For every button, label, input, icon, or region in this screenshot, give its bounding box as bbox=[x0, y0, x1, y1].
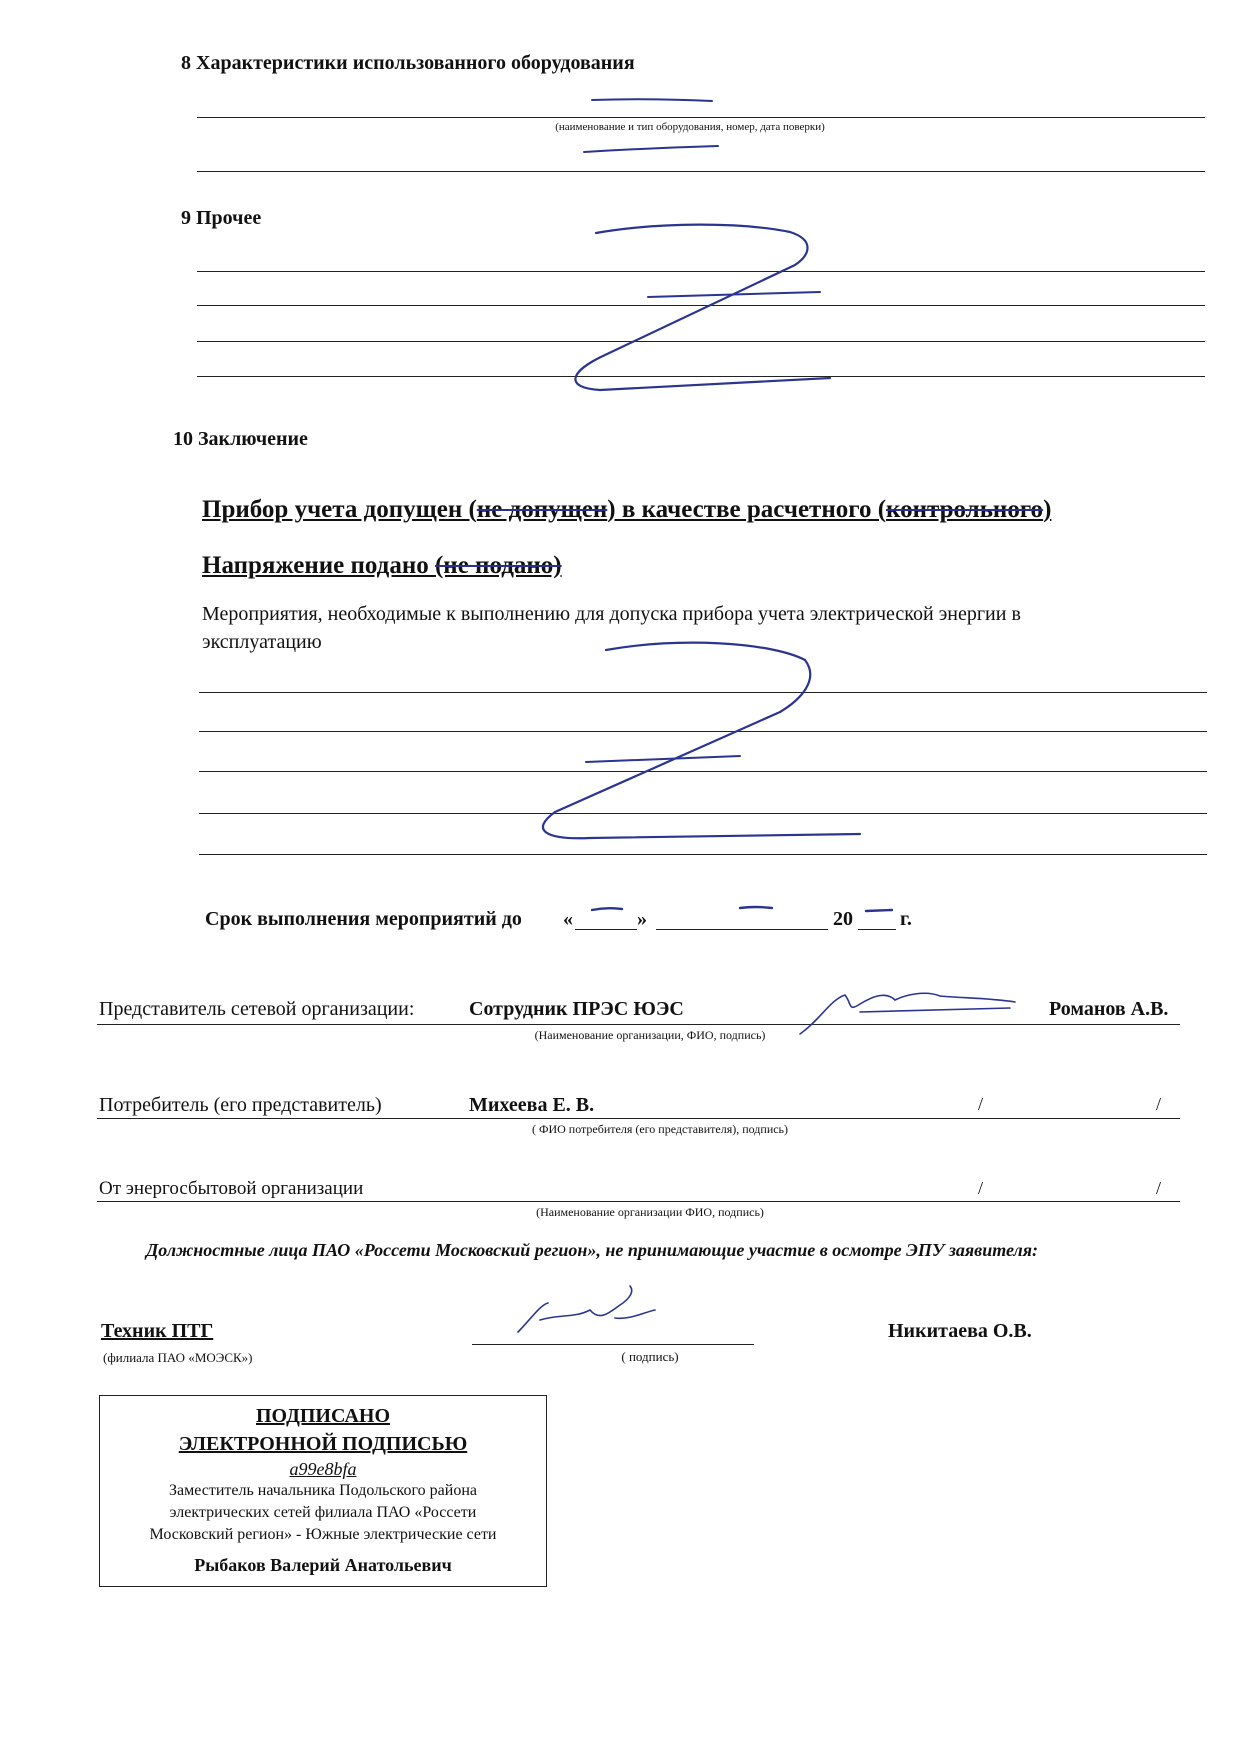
technician-sign-line bbox=[472, 1344, 754, 1345]
conclusion-voltage-line bbox=[202, 552, 562, 580]
supply-label: От энергосбытовой организации bbox=[99, 1178, 364, 1199]
supply-slash-2: / bbox=[1156, 1178, 1162, 1198]
measures-text-1: Мероприятия, необходимые к выполнению для допуска прибора учета электрической энергии в bbox=[202, 603, 1021, 625]
measures-z-bar bbox=[586, 756, 740, 762]
romanov-signature bbox=[800, 993, 1015, 1034]
officials-heading: Должностные лица ПАО «Россети Московский регион», не принимающие участие в осмотре ЭПУ заявителя: bbox=[146, 1240, 1039, 1260]
deadline-year-suffix: г. bbox=[900, 908, 912, 930]
deadline-year-dash bbox=[866, 910, 892, 911]
consumer-slash-2: / bbox=[1156, 1094, 1162, 1114]
measures-line-1 bbox=[199, 692, 1207, 693]
stamp-signer-name: Рыбаков Валерий Анатольевич bbox=[194, 1555, 452, 1575]
voltage-text: Напряжение подано bbox=[202, 552, 435, 579]
e-signature-stamp bbox=[99, 1395, 547, 1587]
deadline-year-line bbox=[858, 929, 896, 930]
section-8-title: 8 Характеристики использованного оборудования bbox=[181, 52, 635, 74]
meter-struck-2: контрольного bbox=[886, 496, 1044, 523]
measures-line-4 bbox=[199, 813, 1207, 814]
other-line-1 bbox=[197, 271, 1205, 272]
supply-line bbox=[97, 1201, 1180, 1202]
measures-z-mark bbox=[543, 643, 860, 839]
meter-struck-1: не допущен bbox=[476, 496, 608, 523]
consumer-slash-1: / bbox=[978, 1094, 984, 1114]
supply-slash-1: / bbox=[978, 1178, 984, 1198]
deadline-label: Срок выполнения мероприятий до bbox=[205, 908, 522, 930]
equipment-line-2 bbox=[197, 171, 1205, 172]
deadline-open-quote: « bbox=[563, 908, 573, 930]
nikitaeva-signature bbox=[518, 1286, 655, 1332]
other-z-bar bbox=[648, 292, 820, 297]
network-rep-caption: (Наименование организации, ФИО, подпись) bbox=[534, 1028, 766, 1042]
stamp-desc-3: Московский регион» - Южные электрические сети bbox=[149, 1526, 497, 1543]
supply-caption: (Наименование организации ФИО, подпись) bbox=[536, 1205, 764, 1219]
consumer-name: Михеева Е. В. bbox=[469, 1094, 595, 1116]
meter-text-a: Прибор учета допущен ( bbox=[202, 496, 477, 523]
measures-line-2 bbox=[199, 731, 1207, 732]
deadline-month-dash bbox=[740, 907, 772, 908]
equipment-dash-1 bbox=[592, 99, 712, 101]
stamp-desc-1: Заместитель начальника Подольского района bbox=[169, 1482, 477, 1499]
deadline-year-prefix: 20 bbox=[833, 908, 853, 930]
conclusion-meter-line bbox=[202, 496, 1051, 524]
section-10-title: 10 Заключение bbox=[173, 428, 308, 450]
measures-text-2: эксплуатацию bbox=[202, 631, 322, 653]
technician-name: Никитаева О.В. bbox=[888, 1320, 1032, 1342]
deadline-month-line bbox=[656, 929, 828, 930]
technician-branch: (филиала ПАО «МОЭСК») bbox=[103, 1350, 253, 1365]
network-rep-line bbox=[97, 1024, 1180, 1025]
other-line-2 bbox=[197, 305, 1205, 306]
stamp-desc-2: электрических сетей филиала ПАО «Россети bbox=[169, 1504, 477, 1521]
equipment-dash-2 bbox=[584, 146, 718, 152]
equipment-line-1 bbox=[197, 117, 1205, 118]
technician-position: Техник ПТГ bbox=[101, 1320, 214, 1342]
consumer-label: Потребитель (его представитель) bbox=[99, 1094, 382, 1116]
deadline-close-quote: » bbox=[637, 908, 647, 930]
stamp-title-2: ЭЛЕКТРОННОЙ ПОДПИСЬЮ bbox=[178, 1433, 468, 1455]
section-9-title: 9 Прочее bbox=[181, 207, 262, 229]
meter-text-c: ) bbox=[1043, 496, 1052, 523]
consumer-caption: ( ФИО потребителя (его представителя), подпись) bbox=[531, 1122, 789, 1136]
measures-line-5 bbox=[199, 854, 1207, 855]
other-z-mark bbox=[575, 225, 830, 390]
measures-line-3 bbox=[199, 771, 1207, 772]
network-rep-label: Представитель сетевой организации: bbox=[99, 998, 415, 1020]
meter-text-b: ) в качестве расчетного ( bbox=[607, 496, 887, 523]
stamp-code: a99e8bfa bbox=[289, 1459, 357, 1479]
other-line-3 bbox=[197, 341, 1205, 342]
deadline-day-line bbox=[575, 929, 637, 930]
equipment-caption: (наименование и тип оборудования, номер, дата поверки) bbox=[555, 121, 825, 133]
technician-sign-caption: ( подпись) bbox=[621, 1349, 679, 1364]
consumer-line bbox=[97, 1118, 1180, 1119]
stamp-title-1: ПОДПИСАНО bbox=[256, 1405, 390, 1427]
other-line-4 bbox=[197, 376, 1205, 377]
network-rep-name: Романов А.В. bbox=[1049, 998, 1169, 1020]
voltage-struck: (не подано) bbox=[434, 552, 562, 579]
network-rep-org: Сотрудник ПРЭС ЮЭС bbox=[469, 998, 684, 1020]
deadline-day-dash bbox=[592, 908, 622, 910]
